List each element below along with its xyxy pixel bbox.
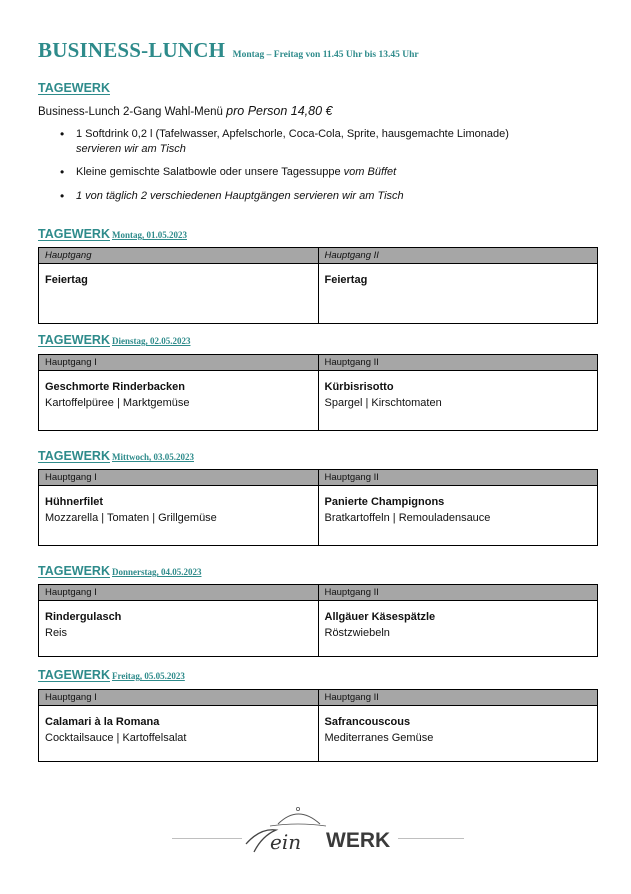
menu-cell bbox=[39, 601, 319, 657]
bullet-text: 1 Softdrink 0,2 l (Tafelwasser, Apfelschorle, Coca-Cola, Sprite, hausgemachte Limonade) bbox=[76, 128, 509, 140]
dish-sides: Cocktailsauce | Kartoffelsalat bbox=[45, 732, 187, 744]
bullet-italic: vom Büffet bbox=[343, 166, 397, 178]
dish-name: Rindergulasch bbox=[45, 611, 122, 623]
menu-cell bbox=[318, 264, 598, 324]
offer-line bbox=[38, 104, 332, 118]
dish-name: Panierte Champignons bbox=[324, 496, 445, 508]
bullet-italic: 1 von täglich 2 verschiedenen Hauptgängen servieren wir am Tisch bbox=[76, 189, 404, 202]
bullet-italic: servieren wir am Tisch bbox=[76, 142, 186, 155]
included-items-list bbox=[60, 127, 580, 212]
column-header: Hauptgang I bbox=[39, 585, 319, 601]
menu-cell bbox=[39, 264, 319, 324]
intro-section-heading bbox=[38, 79, 110, 97]
column-header: Hauptgang I bbox=[39, 355, 319, 371]
day-heading-friday bbox=[38, 666, 185, 684]
dish-sides: Spargel | Kirschtomaten bbox=[324, 397, 442, 409]
dish-sides: Mozzarella | Tomaten | Grillgemüse bbox=[45, 512, 217, 524]
menu-table-wednesday bbox=[38, 469, 598, 546]
day-heading-wednesday bbox=[38, 447, 194, 465]
section-label: TAGEWERK bbox=[38, 81, 110, 95]
menu-table-tuesday bbox=[38, 354, 598, 431]
column-header: Hauptgang II bbox=[318, 585, 598, 601]
column-header: Hauptgang bbox=[39, 248, 319, 264]
offer-price: pro Person 14,80 € bbox=[226, 104, 333, 118]
column-header: Hauptgang II bbox=[318, 690, 598, 706]
menu-cell bbox=[39, 706, 319, 762]
bullet-text: Kleine gemischte Salatbowle oder unsere Tagessuppe bbox=[76, 166, 341, 178]
dish-name: Feiertag bbox=[324, 274, 368, 286]
page-title: BUSINESS-LUNCH bbox=[38, 38, 226, 62]
day-heading-thursday bbox=[38, 562, 202, 580]
day-heading-tuesday bbox=[38, 331, 191, 349]
menu-cell bbox=[39, 371, 319, 431]
column-header: Hauptgang II bbox=[318, 355, 598, 371]
column-header: Hauptgang I bbox=[39, 470, 319, 486]
menu-cell bbox=[318, 706, 598, 762]
offer-text: Business-Lunch 2-Gang Wahl-Menü bbox=[38, 106, 223, 118]
day-label: TAGEWERK bbox=[38, 564, 110, 578]
menu-cell bbox=[39, 486, 319, 546]
logo-script-text: ein bbox=[270, 830, 302, 854]
dish-name: Hühnerfilet bbox=[45, 496, 104, 508]
cloche-icon bbox=[278, 814, 320, 824]
dish-sides: Bratkartoffeln | Remouladensauce bbox=[324, 512, 491, 524]
list-item bbox=[60, 165, 580, 180]
footer-divider-left bbox=[172, 838, 242, 839]
dish-name: Geschmorte Rinderbacken bbox=[45, 381, 185, 393]
dish-sides: Reis bbox=[45, 627, 68, 639]
menu-table-friday bbox=[38, 689, 598, 762]
column-header: Hauptgang II bbox=[318, 248, 598, 264]
menu-cell bbox=[318, 486, 598, 546]
day-label: TAGEWERK bbox=[38, 227, 110, 241]
dish-sides: Kartoffelpüree | Marktgemüse bbox=[45, 397, 190, 409]
dish-name: Safrancouscous bbox=[324, 716, 411, 728]
day-heading-monday bbox=[38, 225, 187, 243]
day-date: Freitag, 05.05.2023 bbox=[112, 671, 185, 681]
menu-cell bbox=[318, 601, 598, 657]
day-date: Montag, 01.05.2023 bbox=[112, 230, 187, 240]
page-title-row bbox=[38, 38, 419, 63]
dish-name: Feiertag bbox=[45, 274, 88, 286]
menu-table-thursday bbox=[38, 584, 598, 657]
dish-name: Allgäuer Käsespätzle bbox=[324, 611, 436, 623]
list-item bbox=[60, 189, 580, 204]
dish-name: Calamari à la Romana bbox=[45, 716, 160, 728]
day-date: Mittwoch, 03.05.2023 bbox=[112, 452, 194, 462]
list-item bbox=[60, 127, 580, 156]
feinwerk-logo bbox=[240, 800, 400, 860]
menu-table-monday bbox=[38, 247, 598, 324]
column-header: Hauptgang II bbox=[318, 470, 598, 486]
day-label: TAGEWERK bbox=[38, 668, 110, 682]
day-label: TAGEWERK bbox=[38, 333, 110, 347]
footer-divider-right bbox=[398, 838, 464, 839]
day-date: Donnerstag, 04.05.2023 bbox=[112, 567, 202, 577]
opening-hours: Montag – Freitag von 11.45 Uhr bis 13.45 Uhr bbox=[232, 50, 419, 60]
dish-name: Kürbisrisotto bbox=[324, 381, 394, 393]
day-date: Dienstag, 02.05.2023 bbox=[112, 336, 191, 346]
logo-bold-text: WERK bbox=[326, 829, 391, 852]
dish-sides: Mediterranes Gemüse bbox=[324, 732, 434, 744]
column-header: Hauptgang I bbox=[39, 690, 319, 706]
day-label: TAGEWERK bbox=[38, 449, 110, 463]
menu-cell bbox=[318, 371, 598, 431]
dish-sides: Röstzwiebeln bbox=[324, 627, 390, 639]
